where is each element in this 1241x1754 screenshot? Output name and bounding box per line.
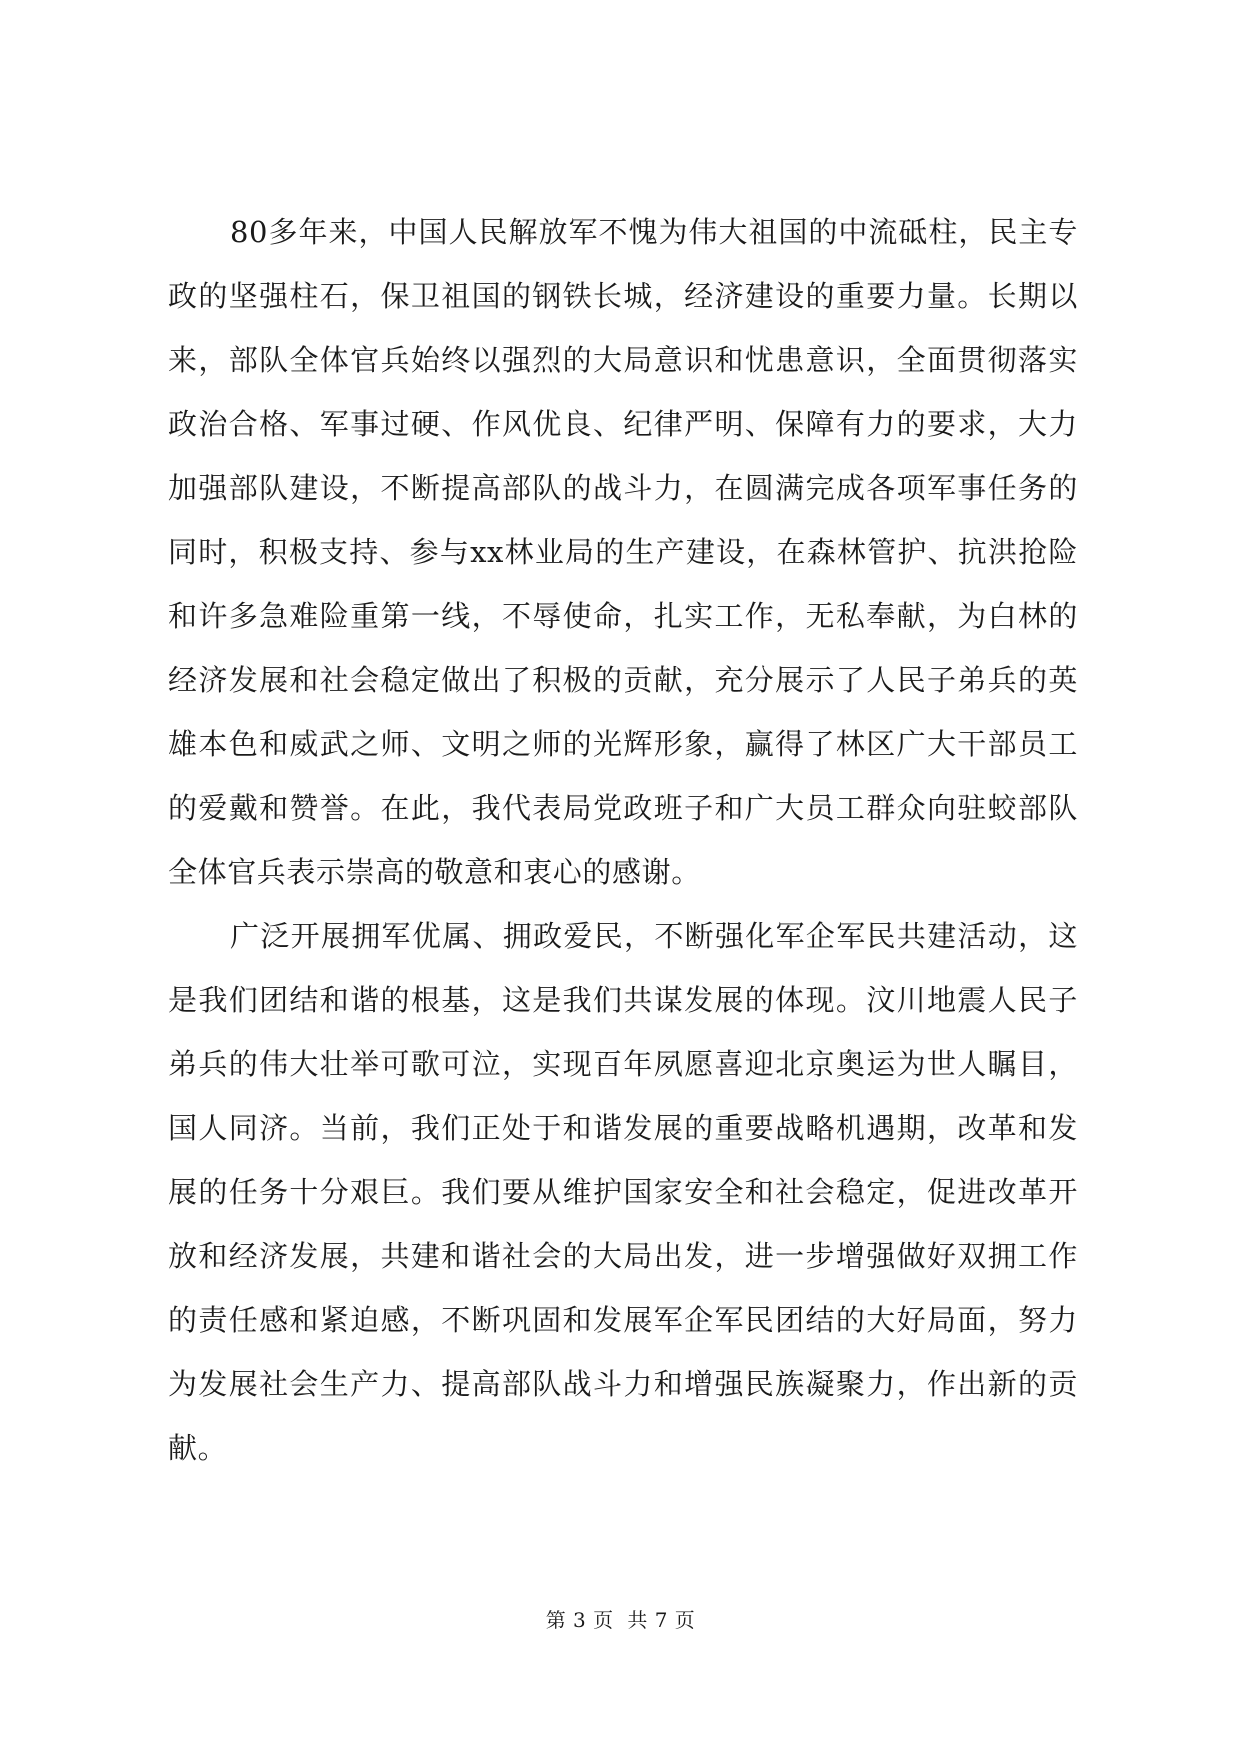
paragraph-2: 广泛开展拥军优属、拥政爱民，不断强化军企军民共建活动，这是我们团结和谐的根基，这是我们共谋发展的体现。汶川地震人民子弟兵的伟大壮举可歌可泣，实现百年夙愿喜迎北京奥运为世人瞩目，国人同济。当前，我们正处于和谐发展的重要战略机遇期，改革和发展的任务十分艰巨。我们要从维护国家安全和社会稳定，促进改革开放和经济发展，共建和谐社会的大局出发，进一步增强做好双拥工作的责任感和紧迫感，不断巩固和发展军企军民团结的大好局面，努力为发展社会生产力、提高部队战斗力和增强民族凝聚力，作出新的贡献。 <box>168 919 1078 1465</box>
page-number-label: 第 3 页 共 7 页 <box>545 1608 696 1632</box>
paragraph-1: 80多年来，中国人民解放军不愧为伟大祖国的中流砥柱，民主专政的坚强柱石，保卫祖国的钢铁长城，经济建设的重要力量。长期以来，部队全体官兵始终以强烈的大局意识和忧患意识，全面贯彻落实政治合格、军事过硬、作风优良、纪律严明、保障有力的要求，大力加强部队建设，不断提高部队的战斗力，在圆满完成各项军事任务的同时，积极支持、参与xx林业局的生产建设，在森林管护、抗洪抢险和许多急难险重第一线，不辱使命，扎实工作，无私奉献，为白林的经济发展和社会稳定做出了积极的贡献，充分展示了人民子弟兵的英雄本色和威武之师、文明之师的光辉形象，赢得了林区广大干部员工的爱戴和赞誉。在此，我代表局党政班子和广大员工群众向驻蛟部队全体官兵表示崇高的敬意和衷心的感谢。 <box>168 215 1078 889</box>
document-body <box>168 200 1078 1480</box>
page-footer <box>0 1606 1241 1634</box>
